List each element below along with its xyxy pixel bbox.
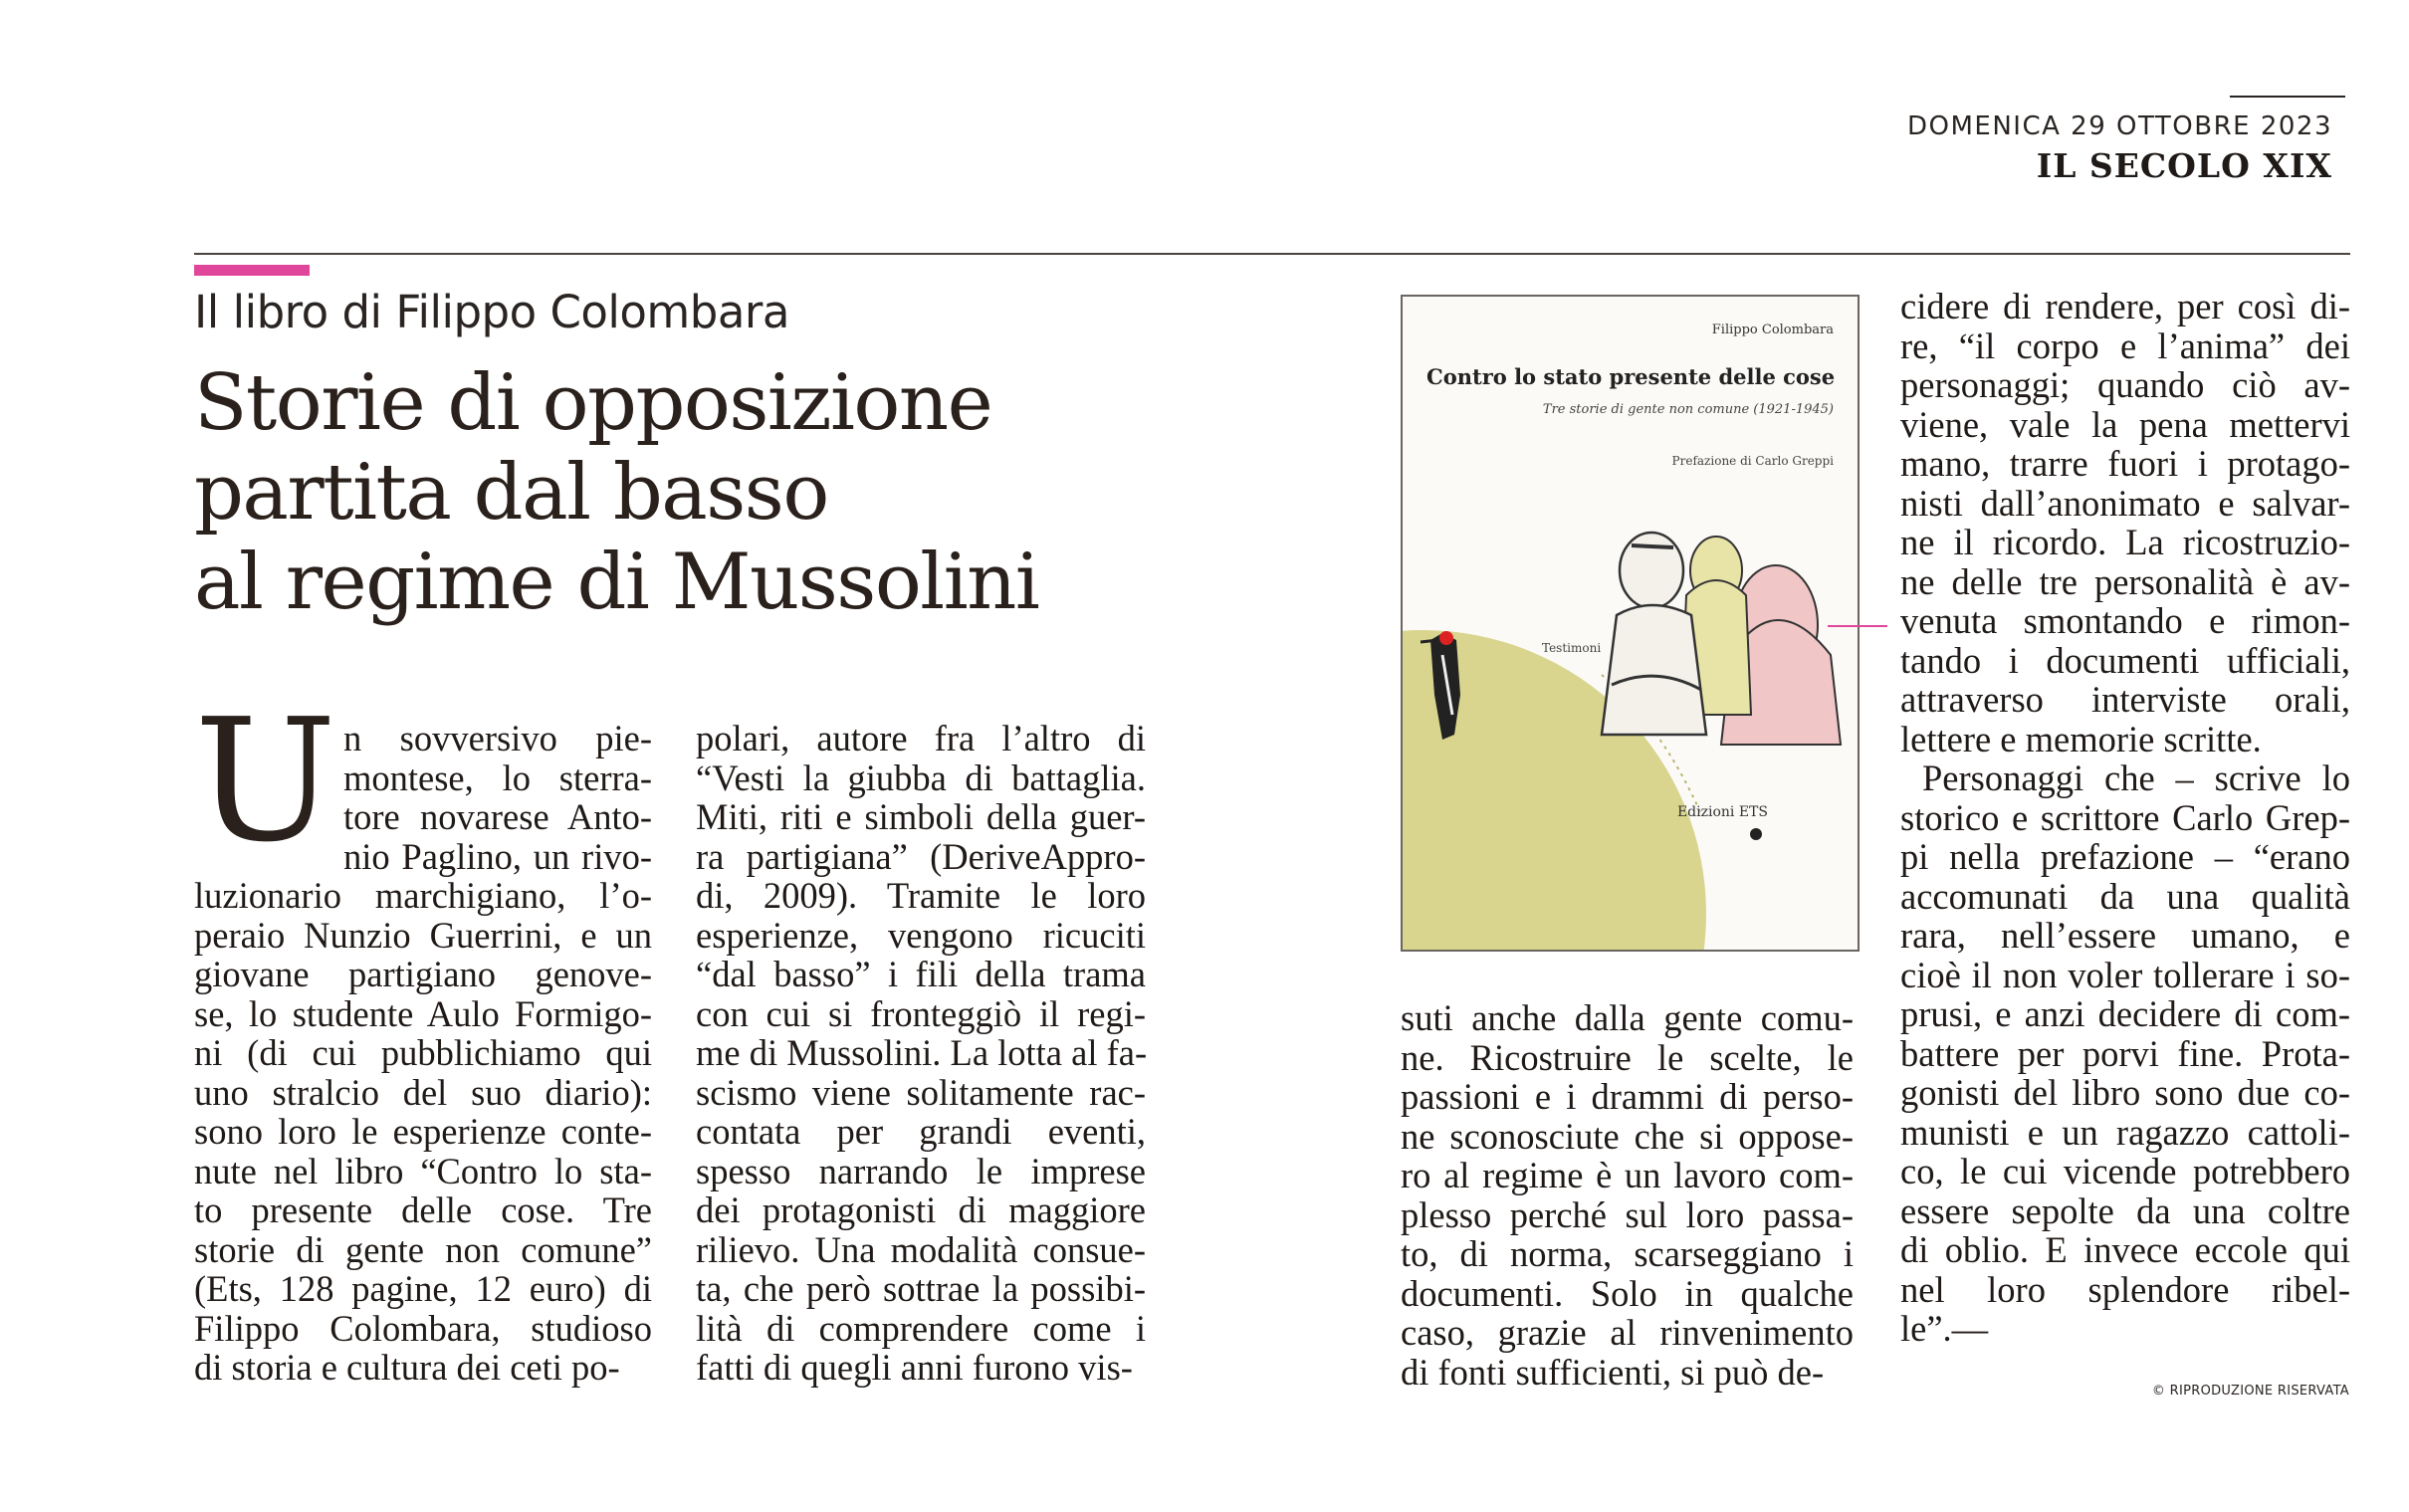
text-line: cioè il non voler tollerare i so- bbox=[1900, 954, 2350, 995]
text-line: personaggi; quando ciò av- bbox=[1900, 364, 2350, 405]
text-line: di, 2009). Tramite le loro bbox=[696, 875, 1146, 916]
text-line: prusi, e anzi decidere di com- bbox=[1900, 993, 2350, 1034]
text-line: uno stralcio del suo diario): bbox=[194, 1071, 652, 1113]
text-line: gonisti del libro sono due co- bbox=[1900, 1072, 2350, 1113]
text-line: ne il ricordo. La ricostruzio- bbox=[1900, 522, 2350, 562]
text-line: ne sconosciute che si oppose- bbox=[1401, 1115, 1854, 1157]
drop-cap: U bbox=[194, 683, 337, 880]
text-line: di fonti sufficienti, si può de- bbox=[1401, 1351, 1825, 1393]
book-cover-image bbox=[1401, 295, 1860, 952]
text-line: spesso narrando le imprese bbox=[696, 1150, 1146, 1191]
text-line: me di Mussolini. La lotta al fa- bbox=[696, 1032, 1148, 1073]
text-line: contata per grandi eventi, bbox=[696, 1111, 1146, 1152]
issue-date: DOMENICA 29 OTTOBRE 2023 bbox=[1906, 111, 2332, 141]
text-line: passioni e i drammi di perso- bbox=[1401, 1076, 1854, 1117]
headline-line: Storie di opposizione bbox=[194, 358, 992, 448]
text-line: nel loro splendore ribel- bbox=[1900, 1268, 2350, 1310]
text-line: Filippo Colombara, studioso bbox=[194, 1307, 652, 1349]
text-line: giovane partigiano genove- bbox=[194, 954, 652, 994]
text-line: essere sepolte da una coltre bbox=[1900, 1189, 2350, 1231]
text-line: scismo viene solitamente rac- bbox=[696, 1071, 1146, 1113]
text-line: le”.— bbox=[1900, 1308, 1989, 1349]
text-line: polari, autore fra l’altro di bbox=[696, 718, 1146, 758]
text-line: fatti di quegli anni furono vis- bbox=[696, 1347, 1133, 1388]
body-column-2 bbox=[696, 719, 1146, 1388]
text-line: venuta smontando e rimon- bbox=[1900, 600, 2350, 641]
section-rule bbox=[194, 253, 2350, 255]
headline-line: al regime di Mussolini bbox=[194, 538, 1039, 627]
text-line: ne. Ricostruire le scelte, le bbox=[1401, 1036, 1854, 1078]
text-line: storico e scrittore Carlo Grep- bbox=[1900, 796, 2350, 838]
text-line: nute nel libro “Contro lo sta- bbox=[194, 1150, 652, 1191]
text-line: rilievo. Una modalità consue- bbox=[696, 1228, 1146, 1270]
text-line: dei protagonisti di maggiore bbox=[696, 1189, 1146, 1230]
text-line: plesso perché sul loro passa- bbox=[1401, 1193, 1854, 1235]
headline-line: partita dal basso bbox=[194, 448, 828, 538]
text-line: mano, trarre fuori i protago- bbox=[1900, 443, 2350, 484]
article-headline bbox=[194, 358, 1090, 627]
text-line: tando i documenti ufficiali, bbox=[1900, 639, 2350, 681]
text-line: “dal basso” i fili della trama bbox=[696, 954, 1146, 994]
cover-publisher: Edizioni ETS bbox=[1676, 804, 1768, 820]
body-column-4 bbox=[1900, 287, 2350, 1349]
text-line: montese, lo sterra- bbox=[343, 756, 652, 798]
text-line: di oblio. E invece eccole qui bbox=[1900, 1229, 2350, 1270]
cover-imprint: Testimoni bbox=[1542, 641, 1602, 655]
text-line: ro al regime è un lavoro com- bbox=[1401, 1155, 1854, 1195]
text-line: ra partigiana” (DeriveAppro- bbox=[696, 835, 1146, 877]
text-line: Miti, riti e simboli della guer- bbox=[696, 796, 1146, 837]
text-line: pi nella prefazione – “erano bbox=[1900, 836, 2350, 877]
text-line: lità di comprendere come i bbox=[696, 1307, 1146, 1349]
text-line: di storia e cultura dei ceti po- bbox=[194, 1347, 620, 1388]
text-line: nio Paglino, un rivo- bbox=[343, 835, 652, 877]
text-line: “Vesti la giubba di battaglia. bbox=[696, 756, 1146, 798]
text-line: to presente delle cose. Tre bbox=[194, 1189, 652, 1230]
text-line: storie di gente non comune” bbox=[194, 1228, 652, 1270]
text-line: ne delle tre personalità è av- bbox=[1900, 560, 2350, 602]
text-line: viene, vale la pena mettervi bbox=[1900, 403, 2350, 445]
text-line: luzionario marchigiano, l’o- bbox=[194, 875, 652, 916]
text-line: accomunati da una qualità bbox=[1900, 875, 2350, 917]
text-line: caso, grazie al rinvenimento bbox=[1401, 1312, 1854, 1353]
cover-figures bbox=[1602, 533, 1841, 745]
text-line: suti anche dalla gente comu- bbox=[1401, 997, 1854, 1038]
text-line: cidere di rendere, per così di- bbox=[1900, 286, 2350, 326]
masthead-rule bbox=[2230, 96, 2345, 98]
cover-preface: Prefazione di Carlo Greppi bbox=[1671, 454, 1834, 468]
text-line: attraverso interviste orali, bbox=[1900, 679, 2350, 720]
text-line: esperienze, vengono ricuciti bbox=[696, 914, 1146, 956]
text-line: munisti e un ragazzo cattoli- bbox=[1900, 1111, 2350, 1153]
text-line: (Ets, 128 pagine, 12 euro) di bbox=[194, 1268, 652, 1309]
text-line: n sovversivo pie- bbox=[343, 718, 652, 758]
body-column-1 bbox=[194, 719, 652, 1388]
cover-author: Filippo Colombara bbox=[1711, 323, 1834, 337]
copyright-notice: © RIPRODUZIONE RISERVATA bbox=[2151, 1384, 2349, 1399]
text-line: se, lo studente Aulo Formigo- bbox=[194, 992, 652, 1034]
article-kicker: Il libro di Filippo Colombara bbox=[194, 286, 789, 338]
text-line: lettere e memorie scritte. bbox=[1900, 718, 2262, 759]
text-line: rara, nell’essere umano, e bbox=[1900, 915, 2350, 956]
text-line: ta, che però sottrae la possibi- bbox=[696, 1268, 1146, 1309]
newspaper-name: IL SECOLO XIX bbox=[2036, 146, 2332, 185]
cover-subtitle: Tre storie di gente non comune (1921-1945) bbox=[1542, 402, 1834, 417]
text-line: tore novarese Anto- bbox=[343, 796, 652, 837]
book-cover-illustration bbox=[1403, 297, 1858, 950]
caption-pointer bbox=[1828, 625, 1887, 627]
text-line: con cui si fronteggiò il regi- bbox=[696, 992, 1146, 1034]
text-line: battere per porvi fine. Prota- bbox=[1900, 1032, 2350, 1074]
text-line: to, di norma, scarseggiano i bbox=[1401, 1233, 1854, 1274]
text-line: nisti dall’anonimato e salvar- bbox=[1900, 482, 2350, 524]
text-line: co, le cui vicende potrebbero bbox=[1900, 1151, 2350, 1191]
accent-bar bbox=[194, 265, 310, 276]
text-line: Personaggi che – scrive lo bbox=[1922, 757, 2350, 798]
body-column-3 bbox=[1401, 998, 1854, 1392]
text-line: peraio Nunzio Guerrini, e un bbox=[194, 914, 652, 956]
text-line: documenti. Solo in qualche bbox=[1401, 1272, 1854, 1314]
text-line: re, “il corpo e l’anima” dei bbox=[1900, 324, 2350, 366]
text-line: sono loro le esperienze conte- bbox=[194, 1111, 652, 1152]
text-line: ni (di cui pubblichiamo qui bbox=[194, 1032, 652, 1073]
cover-title: Contro lo stato presente delle cose bbox=[1426, 364, 1836, 389]
publisher-logo-icon bbox=[1750, 828, 1762, 840]
